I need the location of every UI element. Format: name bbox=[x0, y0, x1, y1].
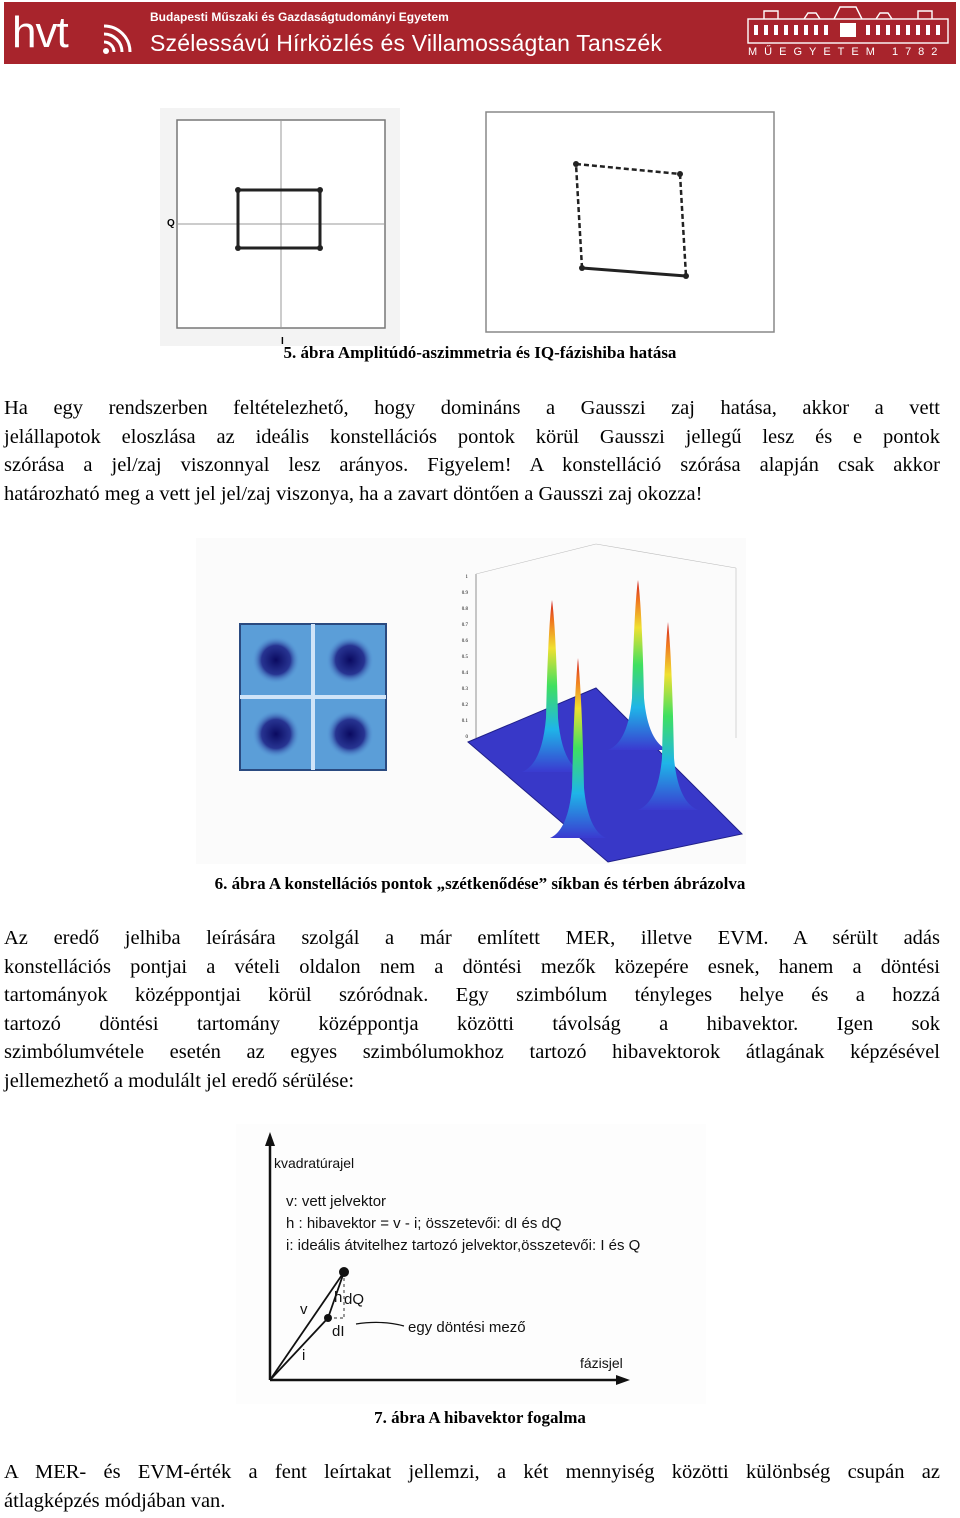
legend-h: h : hibavektor = v - i; összetevői: dI és dQ bbox=[286, 1215, 562, 1232]
paragraph-line: Az eredő jelhiba leírására szolgál a már említett MER, illetve EVM. A sérült adás bbox=[4, 927, 940, 949]
paragraph-line: szórása a jel/zaj viszonnyal lesz arányos. Figyelem! A konstelláció szórása alapján csak akkor bbox=[4, 454, 940, 477]
figure5-constellation-ideal bbox=[160, 108, 400, 346]
figure5-caption: 5. ábra Amplitúdó-aszimmetria és IQ-fázishiba hatása bbox=[283, 343, 677, 362]
q-axis-label: Q bbox=[167, 218, 175, 229]
paragraph-gaussian-noise bbox=[4, 394, 940, 508]
paragraph-line: konstellációs pontjai a vételi oldalon nem a döntési mezők közepére esnek, hanem a döntési bbox=[4, 955, 940, 978]
z-tick-label: 0.3 bbox=[461, 687, 468, 692]
paragraph-line: tartozó döntési tartomány középpontja közötti távolság a hibavektor. Igen sok bbox=[4, 1012, 940, 1035]
paragraph-line: határozható meg a vett jel jel/zaj viszonya, ha a zavart döntően a Gausszi zaj okozza! bbox=[4, 482, 703, 505]
z-tick-label: 0.7 bbox=[461, 623, 468, 628]
z-tick-label: 0.9 bbox=[461, 591, 468, 596]
i-axis-label: I bbox=[281, 336, 284, 346]
z-tick-label: 0.4 bbox=[461, 671, 468, 676]
figure7-error-vector-diagram bbox=[236, 1124, 706, 1404]
legend-v: v: vett jelvektor bbox=[286, 1193, 387, 1210]
paragraph-line: Ha egy rendszerben feltételezhető, hogy domináns a Gausszi zaj hatása, akkor a vett bbox=[4, 397, 940, 419]
paragraph-line: átlagképzés módjában van. bbox=[4, 1489, 226, 1512]
paragraph-line: jelállapotok eloszlása az ideális konstellációs pontok körül Gausszi jellegű lesz és e pontok bbox=[4, 425, 940, 448]
v-vector-label: v bbox=[300, 1301, 308, 1318]
quadrature-axis-label: kvadratúrajel bbox=[274, 1155, 355, 1171]
constellation-2d-plot bbox=[240, 624, 386, 770]
university-name: Budapesti Műszaki és Gazdaságtudományi Egyetem bbox=[150, 10, 449, 24]
hvt-logo: hvt bbox=[12, 8, 68, 57]
paragraph-error-vector bbox=[4, 924, 940, 1096]
i-vector-label: i bbox=[302, 1347, 306, 1364]
legend-i: i: ideális átvitelhez tartozó jelvektor,összetevői: I és Q bbox=[286, 1237, 641, 1254]
figure7-caption: 7. ábra A hibavektor fogalma bbox=[374, 1408, 586, 1427]
signal-waves-icon bbox=[102, 22, 132, 56]
di-label: dI bbox=[332, 1323, 345, 1340]
header-banner bbox=[4, 2, 956, 64]
h-vector-label: h bbox=[334, 1289, 343, 1306]
phase-axis-label: fázisjel bbox=[580, 1355, 623, 1371]
muegyetem-label: MŰEGYETEM 1782 bbox=[748, 46, 945, 58]
paragraph-line: A MER- és EVM-érték a fent leírtakat jellemzi, a két mennyiség közötti különbség csupán az bbox=[4, 1461, 940, 1483]
paragraph-line: tartományok középpontjai körül szóródnak. Egy szimbólum tényleges helye és a hozzá bbox=[4, 984, 940, 1007]
figure6-caption: 6. ábra A konstellációs pontok „szétkenődése” síkban és térben ábrázolva bbox=[214, 874, 746, 893]
department-name: Szélessávú Hírközlés és Villamosságtan Tanszék bbox=[150, 30, 663, 56]
z-tick-label: 0.8 bbox=[461, 607, 468, 612]
z-tick-label: 0 bbox=[465, 735, 468, 740]
z-tick-label: 0.5 bbox=[461, 655, 468, 660]
paragraph-line: jellemezhető a modulált jel eredő sérülése: bbox=[4, 1069, 355, 1092]
z-tick-label: 0.6 bbox=[461, 639, 468, 644]
figure5-constellation-distorted bbox=[484, 110, 776, 334]
z-tick-label: 0.2 bbox=[461, 703, 468, 708]
paragraph-line: szimbólumvétele esetén az egyes szimbólumokhoz tartozó hibavektorok átlagának képzésével bbox=[4, 1041, 940, 1064]
dq-label: dQ bbox=[344, 1291, 365, 1308]
figure6-smeared-constellation bbox=[196, 538, 746, 864]
z-tick-label: 0.1 bbox=[461, 719, 468, 724]
paragraph-mer-evm bbox=[4, 1458, 940, 1515]
university-building-logo bbox=[744, 5, 952, 45]
decision-field-label: egy döntési mező bbox=[408, 1319, 526, 1336]
z-tick-label: 1 bbox=[465, 575, 468, 580]
